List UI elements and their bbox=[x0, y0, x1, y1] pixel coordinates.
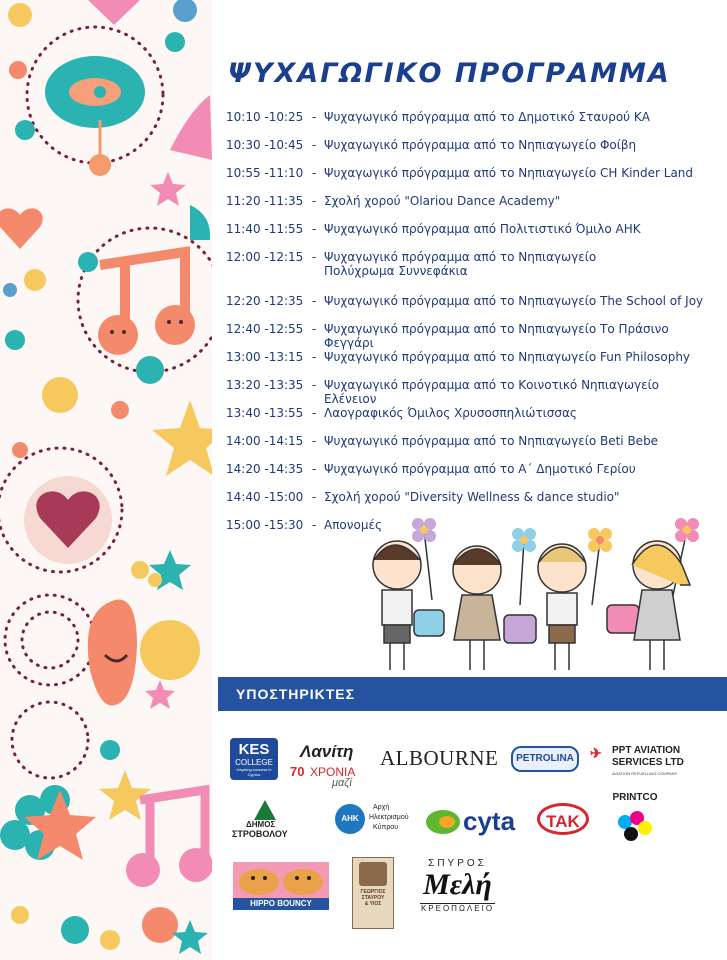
schedule-time: 12:40 -12:55 bbox=[226, 322, 304, 336]
schedule-description: Ψυχαγωγικό πρόγραμμα από το Νηπιαγωγείο CH Kinder Land bbox=[324, 166, 694, 180]
schedule-description: Ψυχαγωγικό πρόγραμμα από Πολιτιστικό Όμιλο ΑΗΚ bbox=[324, 222, 641, 236]
hippo-icon bbox=[233, 862, 329, 898]
schedule-description-continued: Πολύχρωμα Συννεφάκια bbox=[324, 264, 468, 278]
ppt-aviation-logo: ✈ PPT AVIATION SERVICES LTD AVIATION REFUELLING COMPANY bbox=[590, 745, 684, 776]
schedule-item: 13:20 -13:35 - Ψυχαγωγικό πρόγραμμα από το Κοινοτικό Νηπιαγωγείο Ελένειον bbox=[226, 378, 714, 406]
printco-logo: PRINTCO bbox=[605, 792, 665, 850]
schedule-description: Ψυχαγωγικό πρόγραμμα από το Νηπιαγωγείο bbox=[324, 250, 597, 264]
schedule-time: 11:20 -11:35 bbox=[226, 194, 304, 208]
schedule-item: 14:20 -14:35 - Ψυχαγωγικό πρόγραμμα από το Α΄ Δημοτικό Γερίου bbox=[226, 462, 714, 476]
schedule-item: 10:55 -11:10 - Ψυχαγωγικό πρόγραμμα από το Νηπιαγωγείο CH Kinder Land bbox=[226, 166, 714, 180]
schedule-description: Σχολή χορού "Olariou Dance Academy" bbox=[324, 194, 561, 208]
schedule-time: 12:00 -12:15 bbox=[226, 250, 304, 264]
schedule-item: 13:40 -13:55 - Λαογραφικός Όμιλος Χρυσοσπηλιώτισσας bbox=[226, 406, 714, 420]
schedule-item: 10:30 -10:45 - Ψυχαγωγικό πρόγραμμα από το Νηπιαγωγείο Φοίβη bbox=[226, 138, 714, 152]
schedule-item: 12:00 -12:15 - Ψυχαγωγικό πρόγραμμα από το Νηπιαγωγείο Πολύχρωμα Συννεφάκια bbox=[226, 250, 597, 278]
schedule-time: 15:00 -15:30 bbox=[226, 518, 304, 532]
schedule-time: 13:40 -13:55 bbox=[226, 406, 304, 420]
schedule-time: 11:40 -11:55 bbox=[226, 222, 304, 236]
page-title: ΨΥΧΑΓΩΓΙΚΟ ΠΡΟΓΡΑΜΜΑ bbox=[228, 58, 671, 89]
schedule-time: 12:20 -12:35 bbox=[226, 294, 304, 308]
children-illustration bbox=[352, 510, 712, 680]
sponsors-header-bar bbox=[218, 677, 727, 711]
schedule-item: 12:40 -12:55 - Ψυχαγωγικό πρόγραμμα από το Νηπιαγωγείο Το Πράσινο Φεγγάρι bbox=[226, 322, 714, 350]
schedule-item: 11:20 -11:35 - Σχολή χορού "Olariou Dance Academy" bbox=[226, 194, 714, 208]
schedule-time: 14:20 -14:35 bbox=[226, 462, 304, 476]
schedule-time: 10:10 -10:25 bbox=[226, 110, 304, 124]
schedule-item: 14:40 -15:00 - Σχολή χορού "Diversity Wellness & dance studio" bbox=[226, 490, 714, 504]
dimos-strovolou-logo: ΔΗΜΟΣ ΣΤΡΟΒΟΛΟΥ bbox=[232, 800, 304, 840]
schedule-time: 10:30 -10:45 bbox=[226, 138, 304, 152]
albourne-logo: ALBOURNE bbox=[380, 746, 499, 770]
schedule-description: Ψυχαγωγικό πρόγραμμα από το Α΄ Δημοτικό Γερίου bbox=[324, 462, 636, 476]
petrolina-logo: PETROLINA bbox=[511, 746, 579, 772]
schedule-description: Σχολή χορού "Diversity Wellness & dance studio" bbox=[324, 490, 620, 504]
schedule-description: Ψυχαγωγικό πρόγραμμα από το Νηπιαγωγείο Το Πράσινο Φεγγάρι bbox=[324, 322, 669, 350]
cyta-leaf-icon bbox=[425, 807, 461, 837]
schedule-time: 10:55 -11:10 bbox=[226, 166, 304, 180]
laniti-logo: Λανίτη 70 ΧΡΟΝΙΑ μαζί bbox=[290, 742, 356, 789]
kes-college-logo: KES COLLEGE Inspiring success in Cyprus bbox=[230, 738, 278, 780]
schedule-item: 12:20 -12:35 - Ψυχαγωγικό πρόγραμμα από το Νηπιαγωγείο The School of Joy bbox=[226, 294, 714, 308]
dimos-triangle-icon bbox=[254, 800, 276, 820]
schedule-time: 13:20 -13:35 bbox=[226, 378, 304, 392]
schedule-description: Ψυχαγωγικό πρόγραμμα από το Κοινοτικό Νηπιαγωγείο Ελένειον bbox=[324, 378, 659, 406]
schedule-description: Ψυχαγωγικό πρόγραμμα από το Νηπιαγωγείο The School of Joy bbox=[324, 294, 704, 308]
schedule-description: Λαογραφικός Όμιλος Χρυσοσπηλιώτισσας bbox=[324, 406, 577, 420]
decorative-pattern-illustration bbox=[0, 0, 212, 960]
schedule-description: Απονομές bbox=[324, 518, 382, 532]
tak-logo: ΤΑΚ bbox=[537, 803, 589, 835]
meli-butcher-logo: ΣΠΥΡΟΣ Μελή ΚΡΕΟΠΩΛΕΙΟ bbox=[420, 858, 495, 913]
schedule-item: 11:40 -11:55 - Ψυχαγωγικό πρόγραμμα από Πολιτιστικό Όμιλο ΑΗΚ bbox=[226, 222, 714, 236]
children-with-flowers-illustration bbox=[352, 510, 712, 680]
schedule-item: 15:00 -15:30 - Απονομές bbox=[226, 518, 714, 532]
schedule-item: 13:00 -13:15 - Ψυχαγωγικό πρόγραμμα από το Νηπιαγωγείο Fun Philosophy bbox=[226, 350, 714, 364]
decorative-pattern-panel bbox=[0, 0, 212, 960]
schedule-description: Ψυχαγωγικό πρόγραμμα από το Νηπιαγωγείο Beti Bebe bbox=[324, 434, 659, 448]
georgios-stavrou-logo: ΓΕΩΡΓΙΟΣ ΣΤΑΥΡΟΥ & ΥΙΟΣ bbox=[352, 857, 394, 929]
schedule-item: 14:00 -14:15 - Ψυχαγωγικό πρόγραμμα από το Νηπιαγωγείο Beti Bebe bbox=[226, 434, 714, 448]
hippo-bouncy-logo: HIPPO BOUNCY bbox=[233, 862, 329, 910]
schedule-time: 14:00 -14:15 bbox=[226, 434, 304, 448]
schedule-description: Ψυχαγωγικό πρόγραμμα από το Νηπιαγωγείο Fun Philosophy bbox=[324, 350, 691, 364]
schedule-item: 10:10 -10:25 - Ψυχαγωγικό πρόγραμμα από το Δημοτικό Σταυρού ΚΑ bbox=[226, 110, 714, 124]
stavrou-emblem-icon bbox=[359, 862, 387, 886]
schedule-time: 14:40 -15:00 bbox=[226, 490, 304, 504]
sponsors-title: ΥΠΟΣΤΗΡΙΚΤΕΣ bbox=[236, 686, 356, 702]
cyta-logo: cyta bbox=[425, 804, 530, 840]
schedule-description: Ψυχαγωγικό πρόγραμμα από το Δημοτικό Σταυρού ΚΑ bbox=[324, 110, 651, 124]
schedule-description: Ψυχαγωγικό πρόγραμμα από το Νηπιαγωγείο Φοίβη bbox=[324, 138, 637, 152]
printco-ink-icon bbox=[611, 806, 659, 846]
schedule-time: 13:00 -13:15 bbox=[226, 350, 304, 364]
aik-electricity-logo: ΑΗΚ Αρχή Ηλεκτρισμού Κύπρου bbox=[335, 802, 415, 842]
ppt-aviation-icon: ✈ bbox=[590, 745, 602, 761]
